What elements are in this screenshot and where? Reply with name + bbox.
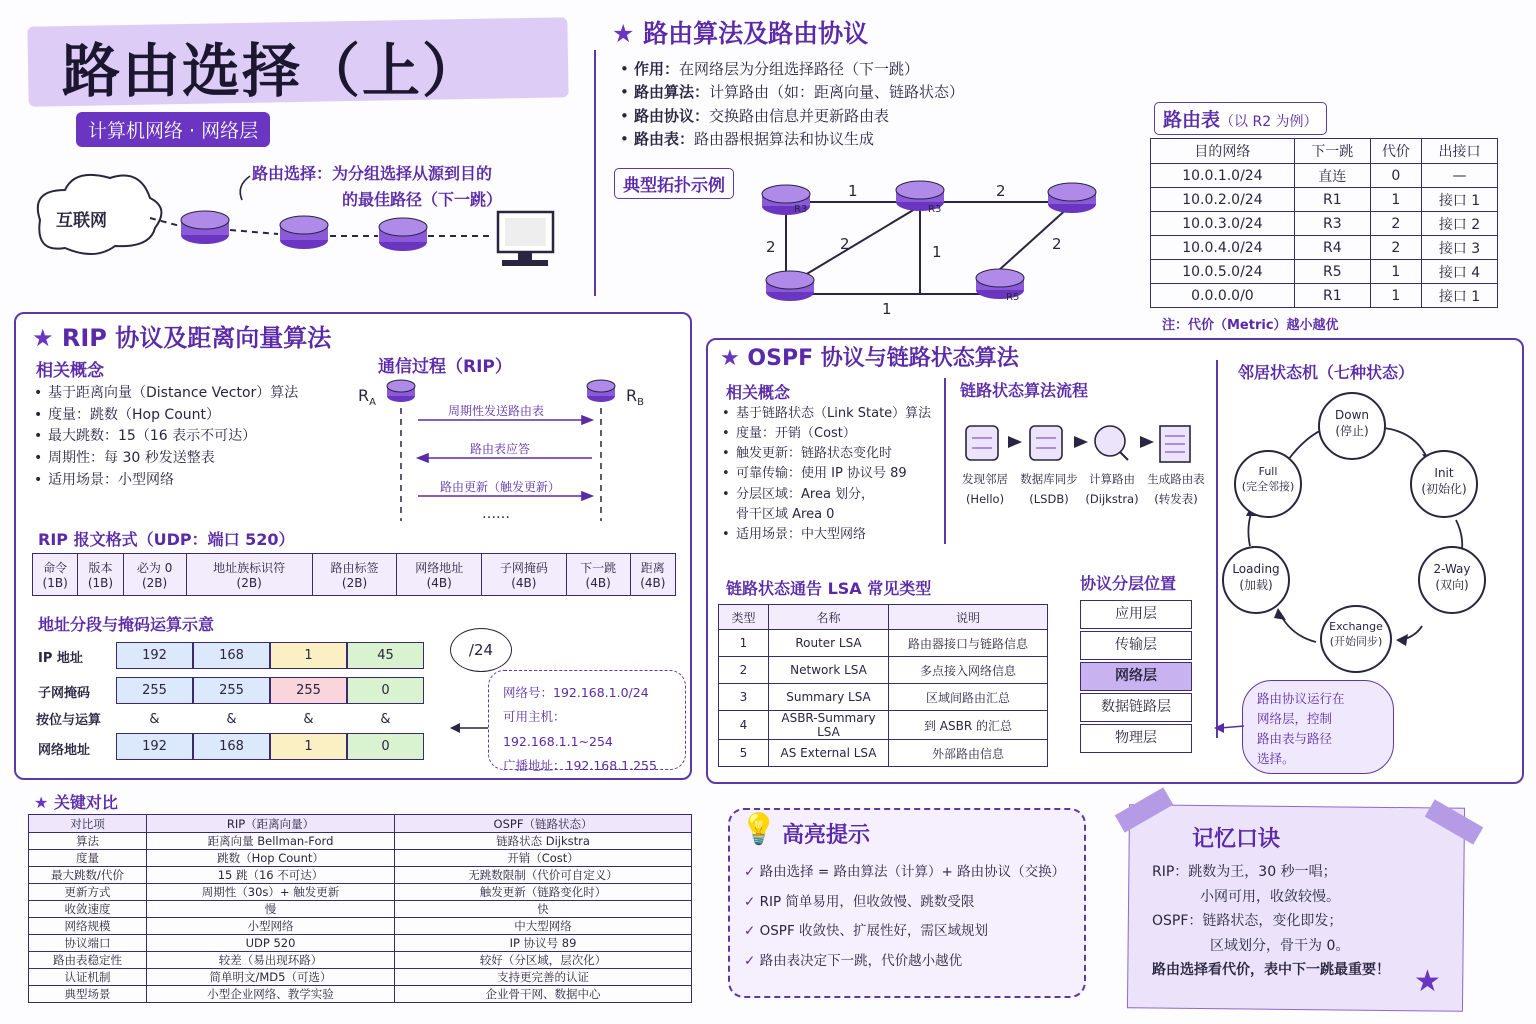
table-row: 路由表稳定性 较差（易出现环路） 较好（分区域，层次化） xyxy=(29,952,692,969)
algo-item: • 路由表：路由器根据算法和协议生成 xyxy=(620,128,1172,151)
table-row: 1 Router LSA 路由器接口与链路信息 xyxy=(719,630,1048,657)
lightbulb-icon: 💡 xyxy=(740,812,778,847)
state-loading: Loading (加载) xyxy=(1222,546,1290,614)
mask-title: 地址分段与掩码运算示意 xyxy=(38,615,215,634)
ospf-concepts-title: 相关概念 xyxy=(726,383,791,402)
router-icon xyxy=(587,380,615,402)
header-divider xyxy=(594,50,596,296)
topo-cost: 2 xyxy=(996,182,1006,200)
tips-list xyxy=(744,858,1065,977)
mask-label: 按位与运算 xyxy=(36,713,102,728)
table-row: 4 ASBR-Summary LSA 到 ASBR 的汇总 xyxy=(719,711,1048,740)
arrow-icon xyxy=(448,718,492,738)
mask-label: 网络地址 xyxy=(38,743,91,758)
tip-item: ✓ 路由选择 = 路由算法（计算）+ 路由协议（交换） xyxy=(744,864,1066,880)
algo-list xyxy=(612,58,1172,151)
prefix-bubble: /24 xyxy=(450,628,512,672)
router-r1 xyxy=(766,271,814,301)
algo-heading: 路由算法及路由协议 xyxy=(643,19,869,48)
topo-cost: 1 xyxy=(882,300,892,318)
ospf-concepts-list: • 基于链路状态（Link State）算法 • 度量：开销（Cost） • 触发更新：链路状态变化时 • 可靠传输：使用 IP 协议号 89 • 分层区域：Area 划分， 骨干区域 Area 0 • 适用场景：中大型网络 xyxy=(722,404,952,545)
internet-label: 互联网 xyxy=(56,211,107,231)
star-icon: ★ xyxy=(1414,964,1441,999)
star-icon: ★ xyxy=(612,19,635,48)
table-row: 度量 跳数（Hop Count） 开销（Cost） xyxy=(29,850,692,867)
router-icon xyxy=(387,380,415,402)
mask-label: IP 地址 xyxy=(38,651,83,666)
topo-label: 典型拓扑示例 xyxy=(614,168,734,199)
topology-diagram xyxy=(750,172,1150,322)
table-row: 更新方式 周期性（30s）+ 触发更新 触发更新（链路变化时） xyxy=(29,884,692,901)
state-full: Full (完全邻接) xyxy=(1234,450,1302,518)
rip-msg: 路由表应答 xyxy=(470,442,531,456)
mask-label: 子网掩码 xyxy=(38,686,91,701)
table-row: 10.0.1.0/24 直连 0 — xyxy=(1151,164,1498,188)
table-row: 认证机制 简单明文/MD5（可选） 支持更完善的认证 xyxy=(29,969,692,986)
state-2way: 2-Way (双向) xyxy=(1418,546,1486,614)
router-icon xyxy=(280,216,328,249)
check-icon: ✓ xyxy=(744,923,756,940)
rip-msg: 周期性发送路由表 xyxy=(448,404,545,418)
table-row: 算法 距离向量 Bellman-Ford 链路状态 Dijkstra xyxy=(29,833,692,850)
ospf-divider-right xyxy=(1216,360,1218,738)
state-down: Down (停止) xyxy=(1318,392,1386,460)
table-row: 典型场景 小型企业网络、教学实验 企业骨干网、数据中心 xyxy=(29,986,692,1003)
compare-table: 对比项 RIP（距离向量） OSPF（链路状态） 算法 距离向量 Bellman-Ford 链路状态 Dijkstra 度量 跳数（Hop Count） 开销（Cost） 最大跳数/代价 15 跳（16 不可达） 无跳数限制（代价可自定义） 更新方式 周期性（30s）+ 触发更新 触发更新（链路变化时） 收敛速度 慢 快 网络规模 小型网络 中大型网络 协议端口 UDP 520 IP 协议号 89 路由表稳定性 较差（易出现环路） 较好（分区域，层次化） 认证机制 简单明文/MD5（可选） 支持更完善的认证 典型场景 小型企业网络、教学实验 企业骨干网、数据中心 xyxy=(28,814,692,1003)
router-icon xyxy=(379,218,427,251)
ip-row: 192 168 1 45 xyxy=(116,642,424,669)
rtable-title: 路由表（以 R2 为例） xyxy=(1154,102,1327,135)
mask-row: 255 255 255 0 xyxy=(116,677,424,704)
rip-heading: ★ RIP 协议及距离向量算法 xyxy=(32,324,332,352)
memo-lines: RIP：跳数为王，30 秒一唱； 小网可用，收敛较慢。 OSPF：链路状态，变化即发； 区域划分，骨干为 0。 路由选择看代价，表中下一跳最重要！ xyxy=(1152,864,1390,978)
intro-note-line1: 路由选择：为分组选择从源到目的 xyxy=(252,164,493,183)
flow-step: 计算路由 (Dijkstra) xyxy=(1085,472,1139,506)
layers-title: 协议分层位置 xyxy=(1080,574,1177,593)
algo-item: • 路由协议：交换路由信息并更新路由表 xyxy=(620,105,1172,128)
table-row: 10.0.2.0/24 R1 1 接口 1 xyxy=(1151,188,1498,212)
flow-diagram xyxy=(960,420,1210,468)
table-row: 10.0.5.0/24 R5 1 接口 4 xyxy=(1151,260,1498,284)
layer-stack: 应用层 传输层 网络层 数据链路层 物理层 xyxy=(1080,600,1192,753)
lsa-title: 链路状态通告 LSA 常见类型 xyxy=(726,579,932,598)
table-row: 收敛速度 慢 快 xyxy=(29,901,692,918)
ospf-cloud-note: 路由协议运行在 网络层，控制 路由表与路径 选择。 xyxy=(1242,680,1394,774)
topo-cost: 2 xyxy=(766,238,776,256)
table-row: 10.0.3.0/24 R3 2 接口 2 xyxy=(1151,212,1498,236)
rip-format-title: RIP 报文格式（UDP：端口 520） xyxy=(38,530,295,549)
state-init: Init (初始化) xyxy=(1410,450,1478,518)
topo-cost: 2 xyxy=(840,235,850,253)
flow-step: 发现邻居 (Hello) xyxy=(962,472,1008,506)
topo-cost: 2 xyxy=(1052,235,1062,253)
table-row: 0.0.0.0/0 R1 1 接口 1 xyxy=(1151,284,1498,308)
table-row: 10.0.4.0/24 R4 2 接口 3 xyxy=(1151,236,1498,260)
tip-item: ✓ OSPF 收敛快、扩展性好，需区域规划 xyxy=(744,923,989,940)
network-row: 192 168 1 0 xyxy=(116,733,424,760)
table-row: 5 AS External LSA 外部路由信息 xyxy=(719,740,1048,767)
rip-msg: …… xyxy=(482,506,510,522)
fsm-title: 邻居状态机（七种状态） xyxy=(1238,363,1415,382)
computer-icon xyxy=(498,212,553,266)
rip-concepts-list: • 基于距离向量（Distance Vector）算法 • 度量：跳数（Hop Count） • 最大跳数：15（16 表示不可达） • 周期性：每 30 秒发送整表 • 适用场景：小型网络 xyxy=(34,383,298,491)
table-row: 最大跳数/代价 15 跳（16 不可达） 无跳数限制（代价可自定义） xyxy=(29,867,692,884)
table-row: 网络规模 小型网络 中大型网络 xyxy=(29,918,692,935)
star-icon: ★ xyxy=(720,346,740,371)
tip-item: ✓ 路由表决定下一跳，代价越小越优 xyxy=(744,953,963,970)
flow-step: 生成路由表 (转发表) xyxy=(1147,472,1205,506)
rip-comm-title: 通信过程（RIP） xyxy=(378,357,512,377)
routing-table: 目的网络 下一跳 代价 出接口 10.0.1.0/24 直连 0 — 10.0.2.0/24 R1 1 接口 1 10.0.3.0/24 R3 2 接口 2 10.0.4.0/24 R4 2 接口 3 10.0.5.0/24 R5 1 接口 4 0.0.0.0/0 R1 1 接口 1 xyxy=(1150,138,1498,308)
ospf-divider xyxy=(944,378,946,544)
router-icon xyxy=(181,211,229,244)
ra-label: $R_A$ xyxy=(358,386,376,409)
algo-section xyxy=(612,14,1172,164)
router-r4 xyxy=(1048,183,1096,213)
table-row: 2 Network LSA 多点接入网络信息 xyxy=(719,657,1048,684)
database-icon xyxy=(966,426,998,460)
flow-title: 链路状态算法流程 xyxy=(960,381,1089,400)
state-exchange: Exchange (开始同步) xyxy=(1320,605,1392,673)
check-icon: ✓ xyxy=(744,893,756,910)
table-row: 3 Summary LSA 区域间路由汇总 xyxy=(719,684,1048,711)
algo-item: • 路由算法：计算路由（如：距离向量、链路状态） xyxy=(620,81,1172,104)
topo-node-label: R3 xyxy=(928,204,942,215)
database-icon xyxy=(1030,426,1062,460)
search-icon xyxy=(1095,426,1128,460)
net-info-box: 网络号：192.168.1.0/24 可用主机：192.168.1.1~254 广播地址：192.168.1.255 xyxy=(488,670,686,770)
check-icon: ✓ xyxy=(744,864,756,880)
star-icon: ★ xyxy=(32,324,54,352)
topo-cost: 1 xyxy=(932,243,942,261)
lsa-table: 类型 名称 说明 1 Router LSA 路由器接口与链路信息 2 Network LSA 多点接入网络信息 3 Summary LSA 区域间路由汇总 4 ASBR-Summary LSA 到 ASBR 的汇总 5 AS External LSA 外部路由信息 xyxy=(718,604,1048,767)
topo-node-label: R3 xyxy=(794,204,808,215)
arrow-icon xyxy=(1212,716,1246,736)
rip-msg: 路由更新（触发更新） xyxy=(440,480,561,494)
rip-concepts-title: 相关概念 xyxy=(36,361,104,381)
algo-item: • 作用：在网络层为分组选择路径（下一跳） xyxy=(620,58,1172,81)
topo-cost: 1 xyxy=(848,182,858,200)
subtitle-badge: 计算机网络 · 网络层 xyxy=(76,112,270,147)
topo-node-label: R5 xyxy=(1006,292,1020,303)
intro-note-line2: 的最佳路径（下一跳） xyxy=(342,190,503,209)
tips-title: 高亮提示 xyxy=(782,823,871,848)
star-icon: ★ xyxy=(34,793,49,812)
document-icon xyxy=(1160,426,1190,462)
ospf-heading: ★ OSPF 协议与链路状态算法 xyxy=(720,346,1019,371)
page-title: 路由选择（上） xyxy=(62,37,483,105)
flow-step: 数据库同步 (LSDB) xyxy=(1020,472,1078,506)
rip-format-table: 命令 (1B) 版本 (1B) 必为 0 (2B) 地址族标识符 (2B) 路由标签 (2B) 网络地址 (4B) 子网掩码 (4B) 下一跳 (4B) 距离 (4B) xyxy=(32,553,676,596)
memo-title: 记忆口诀 xyxy=(1192,827,1281,852)
and-row: & & & & xyxy=(149,712,391,727)
table-row: 协议端口 UDP 520 IP 协议号 89 xyxy=(29,935,692,952)
tip-item: ✓ RIP 简单易用，但收敛慢、跳数受限 xyxy=(744,893,975,910)
rtable-note: 注：代价（Metric）越小越优 xyxy=(1162,318,1339,333)
check-icon: ✓ xyxy=(744,953,756,970)
rb-label: $R_B$ xyxy=(626,386,644,409)
compare-title: ★ 关键对比 xyxy=(34,793,118,812)
